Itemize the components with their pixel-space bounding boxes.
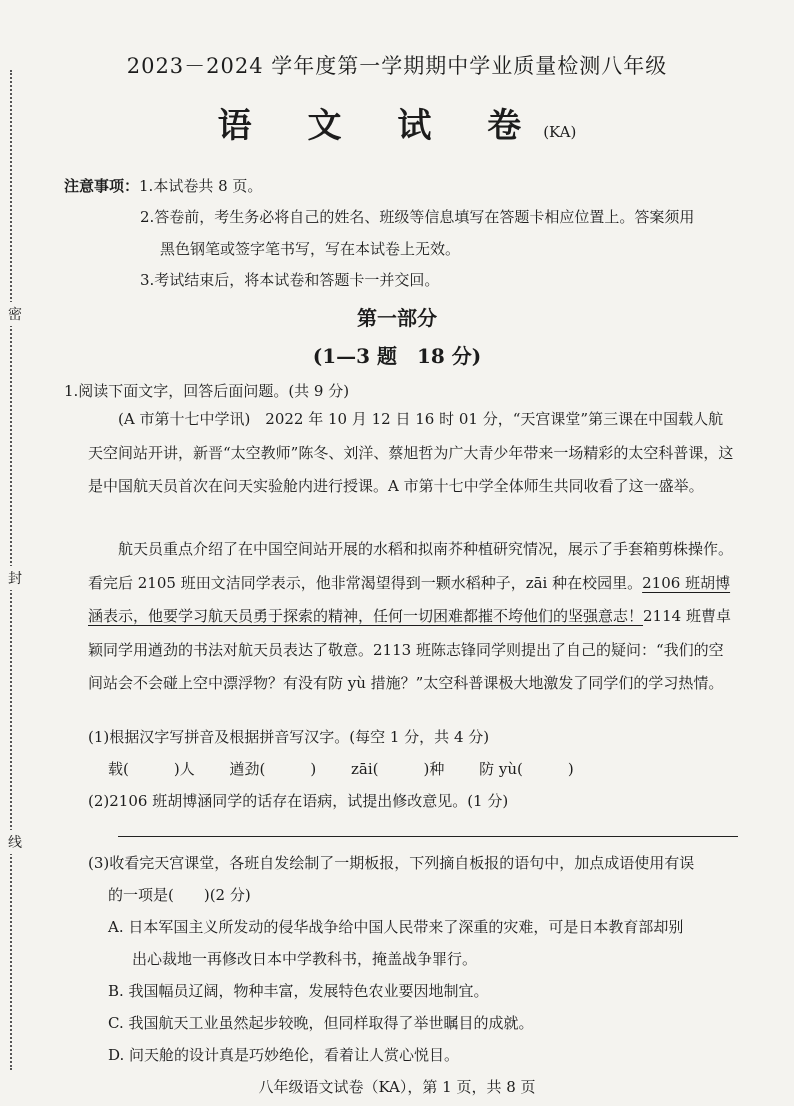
binding-label-feng: 封 [8,566,22,590]
binding-label-mi: 密 [8,302,22,326]
part-title: 第一部分 [357,306,437,330]
blank-item: 防 yù( ) [479,760,574,778]
option-d: D. 问天舱的设计真是巧妙绝伦，看着让人赏心悦目。 [108,1046,460,1064]
part-range: (1—3 题 18 分) [312,344,482,368]
notice-item-2b: 黑色钢笔或签字笔书写，写在本试卷上无效。 [160,240,461,258]
sick-sentence: 2106 班胡博涵表示，他要学习航天员勇于探索的精神，任何一切困难都摧不垮他们的坚强意志！ [88,573,731,625]
subquestion-1-items [108,758,574,779]
subquestion-3: (3)收看完天宫课堂，各班自发绘制了一期板报，下列摘自板报的语句中，加点成语使用有误 [88,854,695,872]
exam-header: 2023－2024 学年度第一学期期中学业质量检测八年级 [126,54,668,78]
blank-item: 遒劲( ) [229,760,317,778]
exam-title-sub: (KA) [543,123,577,141]
notice-text-1: 1.本试卷共 8 页。 [139,177,263,195]
subquestion-3-cont: 的一项是( )(2 分) [108,886,251,904]
subquestion-2: (2)2106 班胡博涵同学的话存在语病，试提出修改意见。(1 分) [88,792,509,810]
blank-item: 载( )人 [108,760,195,778]
passage-text-2c: 2114 班曹卓颖同学用遒劲的书法对航天员表达了敬意。2113 班陈志锋同学则提出了自己的疑问：“我们的空间站会不会碰上空中漂浮物？有没有防 yù 措施？”太空科普课极大地激发了同学们的学习热情。 [88,607,731,692]
notice-item-2a: 2.答卷前，考生务必将自己的姓名、班级等信息填写在答题卡相应位置上。答案须用 [140,208,695,226]
notice-item-3: 3.考试结束后，将本试卷和答题卡一并交回。 [140,271,440,289]
notice-item-1 [64,170,262,202]
exam-title [0,98,794,147]
binding-label-xian: 线 [8,830,22,854]
option-c: C. 我国航天工业虽然起步较晚，但同样取得了举世瞩目的成就。 [108,1014,534,1032]
passage-paragraph-2 [88,533,738,701]
answer-line [118,836,738,837]
option-b: B. 我国幅员辽阔，物种丰富，发展特色农业要因地制宜。 [108,982,489,1000]
notice-label: 注意事项： [64,177,140,195]
option-a: A. 日本军国主义所发动的侵华战争给中国人民带来了深重的灾难，可是日本教育部却别 [108,918,684,936]
question-1-stem: 1.阅读下面文字，回答后面问题。(共 9 分) [64,382,350,400]
subquestion-1: (1)根据汉字写拼音及根据拼音写汉字。(每空 1 分，共 4 分) [88,728,490,746]
blank-item: zāi( )种 [351,760,445,778]
page-footer: 八年级语文试卷（KA），第 1 页，共 8 页 [258,1078,536,1096]
exam-title-text: 语 文 试 卷 [217,106,544,146]
passage-text-2a: 航天员重点介绍了在中国空间站开展的水稻和拟南芥种植研究情况，展示了手套箱剪株操作。看完后 2105 班田文洁同学表示，他非常渴望得到一颗水稻种子，zāi 种在校园里。 [88,540,734,592]
option-a-cont: 出心裁地一再修改日本中学教科书，掩盖战争罪行。 [132,950,478,968]
passage-paragraph-1: (A 市第十七中学讯) 2022 年 10 月 12 日 16 时 01 分，“天宫课堂”第三课在中国载人航天空间站开讲，新晋“太空教师”陈冬、刘洋、蔡旭哲为广大青少年带来一场精彩的太空科普课，这是中国航天员首次在问天实验舱内进行授课。A 市第十七中学全体师生共同收看了这一盛举。 [88,410,734,495]
